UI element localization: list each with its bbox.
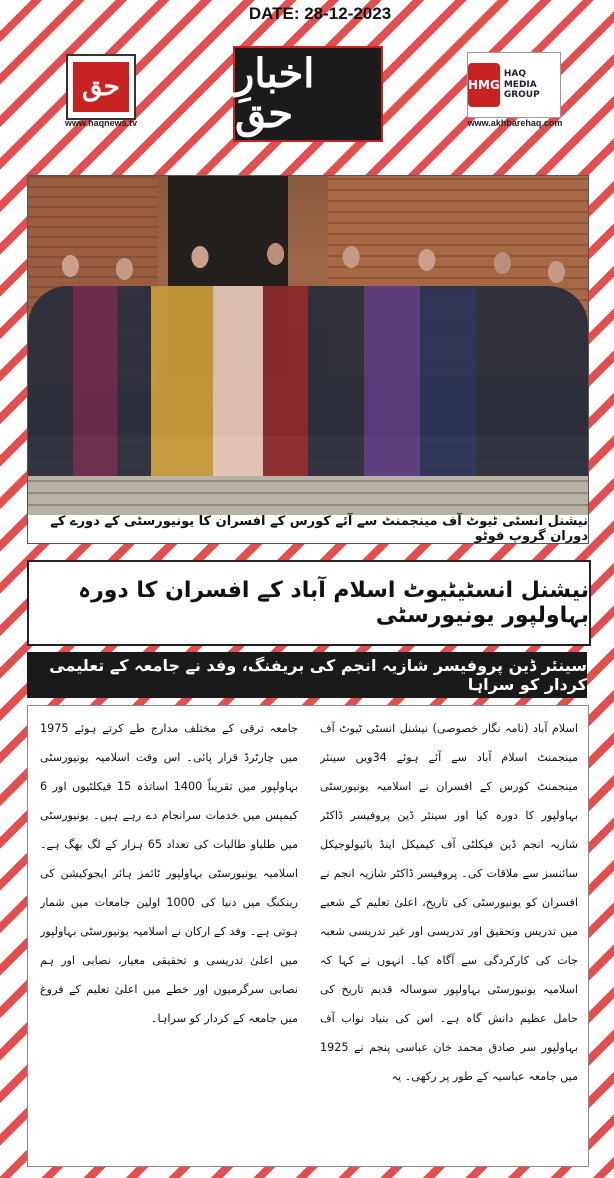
newspaper-header <box>0 0 614 165</box>
photo-caption-text: نیشنل انسٹی ٹیوٹ آف مینجمنٹ سے آئے کورس کے افسران کا یونیورسٹی کے دورے کے دوران گروپ فوٹو <box>50 514 588 544</box>
article-paragraph: جامعہ ترقی کے مختلف مدارج طے کرتے ہوئے 1975 میں چارٹرڈ قرار پائی۔ اس وقت اسلامیہ یونیورسٹی بہاولپور میں تقریباً 1400 اساتذہ 15 فیکلٹیوں اور 6 کیمپس میں خدمات سرانجام دے رہے ہیں۔ یونیورسٹی میں طلباو طالبات کی تعداد 65 ہزار کے لگ بھگ ہے۔ اسلامیہ یونیورسٹی بہاولپور ٹائمز ہائر ایجوکیشن کی رینکنگ میں دنیا کی 1000 اولین جامعات میں شمار ہوتی ہے۔ وفد کے ارکان نے اسلامیہ یونیورسٹی بہاولپور میں اعلیٰ تدریسی و تحقیقی معیار، نصابی اور ہم نصابی سرگرمیوں اور خطے میں اعلیٰ تعلیم کے فروغ میں جامعہ کے کردار کو سراہا۔ <box>40 722 298 1025</box>
article-body <box>27 705 589 1167</box>
haq-logo-mark: حق <box>73 62 129 112</box>
subheadline-text: سینئر ڈین پروفیسر شازیہ انجم کی بریفنگ، وفد نے جامعہ کے تعلیمی کردار کو سراہا <box>49 656 587 694</box>
headline-text: نیشنل انسٹیٹیوٹ اسلام آباد کے افسران کا دورہ بہاولپور یونیورسٹی <box>78 578 589 628</box>
akhbar-e-haq-url: www.akhbarehaq.com <box>467 118 563 128</box>
haq-news-logo <box>66 54 136 120</box>
haq-news-url: www.haqnews.tv <box>64 118 138 128</box>
photo-caption <box>27 515 589 544</box>
article-column-left <box>40 714 298 1154</box>
hmg-logo-icon: HMG <box>468 63 500 107</box>
article-paragraph: اسلام آباد (نامہ نگار خصوصی) نیشنل انسٹی ٹیوٹ آف مینجمنٹ اسلام آباد سے آئے ہوئے 34ویں سینئر مینجمنٹ کورس کے افسران نے اسلامیہ یونیورسٹی بہاولپور کا دورہ کیا اور سینئر ڈین پروفیسر ڈاکٹر شازیہ انجم ڈین فیکلٹی آف کیمیکل اینڈ بائیولوجیکل سائنسز سے ملاقات کی۔ پروفیسر ڈاکٹر شازیہ انجم نے افسران کو یونیورسٹی کی تاریخ، اعلیٰ تعلیم کے شعبے میں تدریس وتحقیق اور تدریسی اور غیر تدریسی شعبہ جات کی کارکردگی سے آگاہ کیا۔ انہوں نے کہا کہ اسلامیہ یونیورسٹی بہاولپور سوسالہ قدیم تاریخ کی حامل عظیم دانش گاہ ہے۔ اس کی بنیاد نواب آف بہاولپور سر صادق محمد خان عباسی پنجم نے 1925 میں جامعہ عباسیہ کے طور پر رکھی۔ یہ <box>320 722 578 1083</box>
haq-media-group-logo <box>467 52 561 118</box>
akhbar-e-haq-masthead <box>233 46 383 142</box>
article-subheadline <box>27 652 587 698</box>
masthead-title: اخبارِ حق <box>235 50 315 137</box>
publication-date: DATE: 28-12-2023 <box>248 4 392 23</box>
hmg-logo-text: HAQ MEDIA GROUP <box>503 68 540 101</box>
article-column-right <box>320 714 578 1154</box>
group-photo <box>27 175 589 517</box>
article-headline <box>27 560 591 646</box>
